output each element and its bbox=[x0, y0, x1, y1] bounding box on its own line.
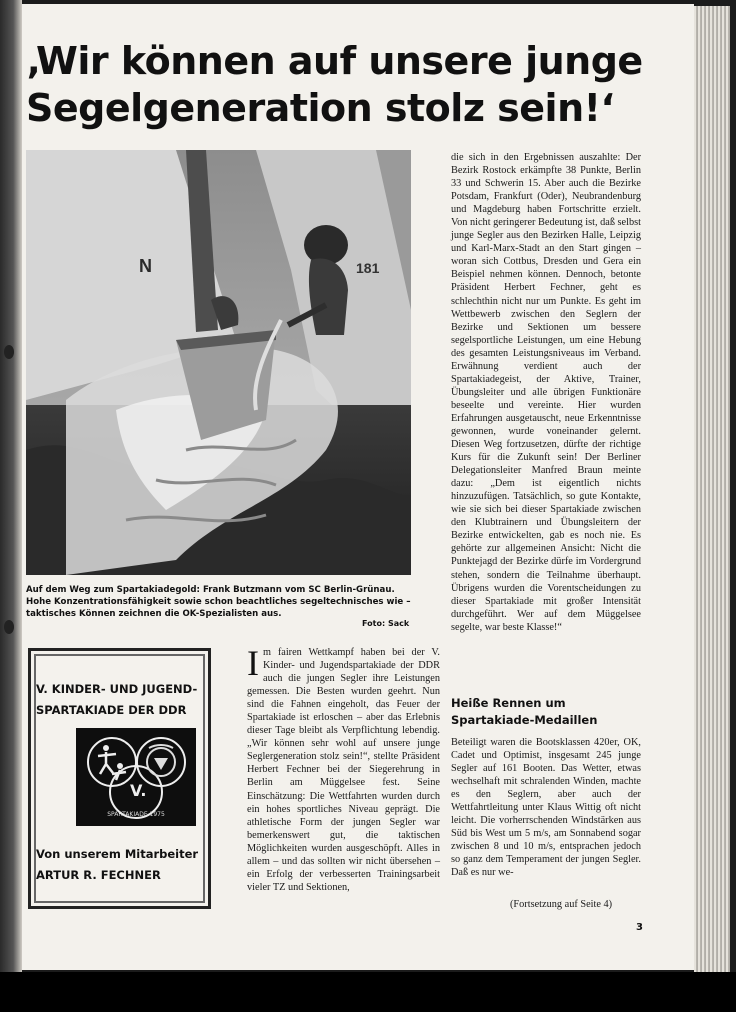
sailing-photo bbox=[26, 150, 411, 575]
logo-year-text: SPARTAKIADE 1975 bbox=[107, 811, 165, 818]
spartakiade-logo bbox=[76, 728, 196, 826]
punch-hole-icon bbox=[4, 620, 14, 634]
scan-binding-edge bbox=[0, 0, 22, 972]
photo-credit: Foto: Sack bbox=[362, 619, 410, 628]
info-box-title bbox=[36, 679, 206, 721]
sailing-photo-image bbox=[26, 150, 411, 575]
sail-number-text: 181 bbox=[356, 260, 380, 276]
info-box-title-line-2: SPARTAKIADE DER DDR bbox=[36, 703, 187, 717]
article-column-right-bottom: Beteiligt waren die Bootsklassen 420er, OK, Cadet und Optimist, insgesamt 245 junge Segler auf 161 Booten. Das Wetter, etwas wechselhaft mit schralenden Winden, machte es den Seglern, aber auch der Wettfahrtleitung unter Klaus Wittig oft nicht leicht. Die vorherrschenden Windstärken aus Süd bis West um 5 m/s, am Sonnabend sogar zwischen 8 und 10 m/s, entsprachen jedoch so ganz dem Temperament der jungen Segler. Daß es nur we- bbox=[451, 737, 641, 879]
subheading-line-2: Spartakiade-Medaillen bbox=[451, 713, 598, 727]
article-column-middle-text: m fairen Wettkampf haben bei der V. Kinder- und Jugendspartakiade der DDR auch die jungen Segler ihre Leistungen gemessen. Die Besten wurden geehrt. Nun sind die Fahnen eingeholt, das Feuer der Spartakiade ist erloschen – aber das Erlebnis dieser Tage bleibt als Verpflichtung lebendig. „Wir können sehr wohl auf unsere junge Seglergeneration stolz sein!“, stellte Präsident Herbert Fechner bei der Siegerehrung in Berlin am Müggelsee fest. Seine Einschätzung: Die Wettfahrten wurden durch ein hohes sportliches Niveau geprägt. Die athletische Form der jungen Segler war bemerkenswert gut, die taktischen Möglichkeiten wurden ausgeschöpft. Alles in allem – und das sollten wir nicht übersehen – ein Erfolg der verbesserten Trainingsarbeit vieler TZ und Sektionen, bbox=[247, 647, 440, 893]
drop-cap: I bbox=[247, 643, 259, 683]
scan-bottom-border bbox=[0, 972, 736, 1012]
author-byline bbox=[36, 844, 206, 886]
info-box-title-line-1: V. KINDER- UND JUGEND- bbox=[36, 682, 198, 696]
article-column-middle bbox=[247, 643, 440, 894]
logo-numeral-text: V. bbox=[130, 781, 147, 800]
photo-caption: Auf dem Weg zum Spartakiadegold: Frank Butzmann vom SC Berlin-Grünau. Hohe Konzentrationsfähigkeit sowie schon beachtliches segeltechnisches wie – taktisches Können zeichnen die OK-Spezialisten aus. bbox=[26, 585, 411, 619]
page-number: 3 bbox=[636, 922, 643, 933]
spartakiade-emblem-icon bbox=[76, 728, 196, 826]
headline bbox=[26, 38, 666, 132]
article-column-right-top: die sich in den Ergebnissen auszahlte: Der Bezirk Rostock erkämpfte 38 Punkte, Berlin 33 und Schwerin 15. Aber auch die Bezirke Potsdam, Frankfurt (Oder), Neubrandenburg und Magdeburg haben Fortschritte erzielt. Von nicht geringerer Bedeutung ist, daß selbst junge Segler aus den Bezirken Halle, Leipzig und Karl-Marx-Stadt an den Start gingen – woran sich Cottbus, Dresden und Gera ein Beispiel nehmen können. Dennoch, betonte Präsident Herbert Fechner, geht es schlechthin nicht nur um Punkte. Es geht im Wettbewerb zwischen den Seglern der Bezirke und Sektionen um bessere segelsportliche Leistungen, um eine Hebung des gesamten Leistungsniveaus im Verband. Erwähnung verdient auch der Spartakiadegeist, der Aktive, Trainer, Übungsleiter und alle übrigen Funktionäre beseelte und vereinte. Hier wurden Erfahrungen ausgetauscht, neue Erkenntnisse gewonnen, wurde voneinander gelernt. Diesen Weg fortzusetzen, dürfte der richtige Kurs für die Zukunft sein! Der Berliner Delegationsleiter Manfred Braun meinte dazu: „Dem ist eigentlich nichts hinzuzufügen. Tatsächlich, so gute Kontakte, wie sie sich bei dieser Spartakiade zwischen den Klubtrainern und Übungsleitern der Bezirke entwickelten, gab es noch nie. Es gehörte zur allgemeinen Ansicht: Nicht die Punktejagd der Bezirke dürfe im Vordergrund stehen, sondern die Teilnahme überhaupt. Übrigens wurden die Vorentscheidungen zu dieser Spartakiade mit großer Intensität durchgeführt. Wer auf dem Müggelsee segelte, war beste Klasse!“ bbox=[451, 152, 641, 633]
byline-author-name: ARTUR R. FECHNER bbox=[36, 868, 161, 882]
continuation-note: (Fortsetzung auf Seite 4) bbox=[510, 899, 613, 910]
section-subheading bbox=[451, 695, 671, 729]
subheading-line-1: Heiße Rennen um bbox=[451, 696, 566, 710]
scan-page-stack-edge bbox=[694, 6, 730, 972]
headline-line-1: ‚Wir können auf unsere junge bbox=[26, 39, 643, 83]
sail-mark-text: N bbox=[139, 256, 152, 276]
byline-line-1: Von unserem Mitarbeiter bbox=[36, 847, 199, 861]
punch-hole-icon bbox=[4, 345, 14, 359]
headline-line-2: Segelgeneration stolz sein!‘ bbox=[26, 86, 615, 130]
